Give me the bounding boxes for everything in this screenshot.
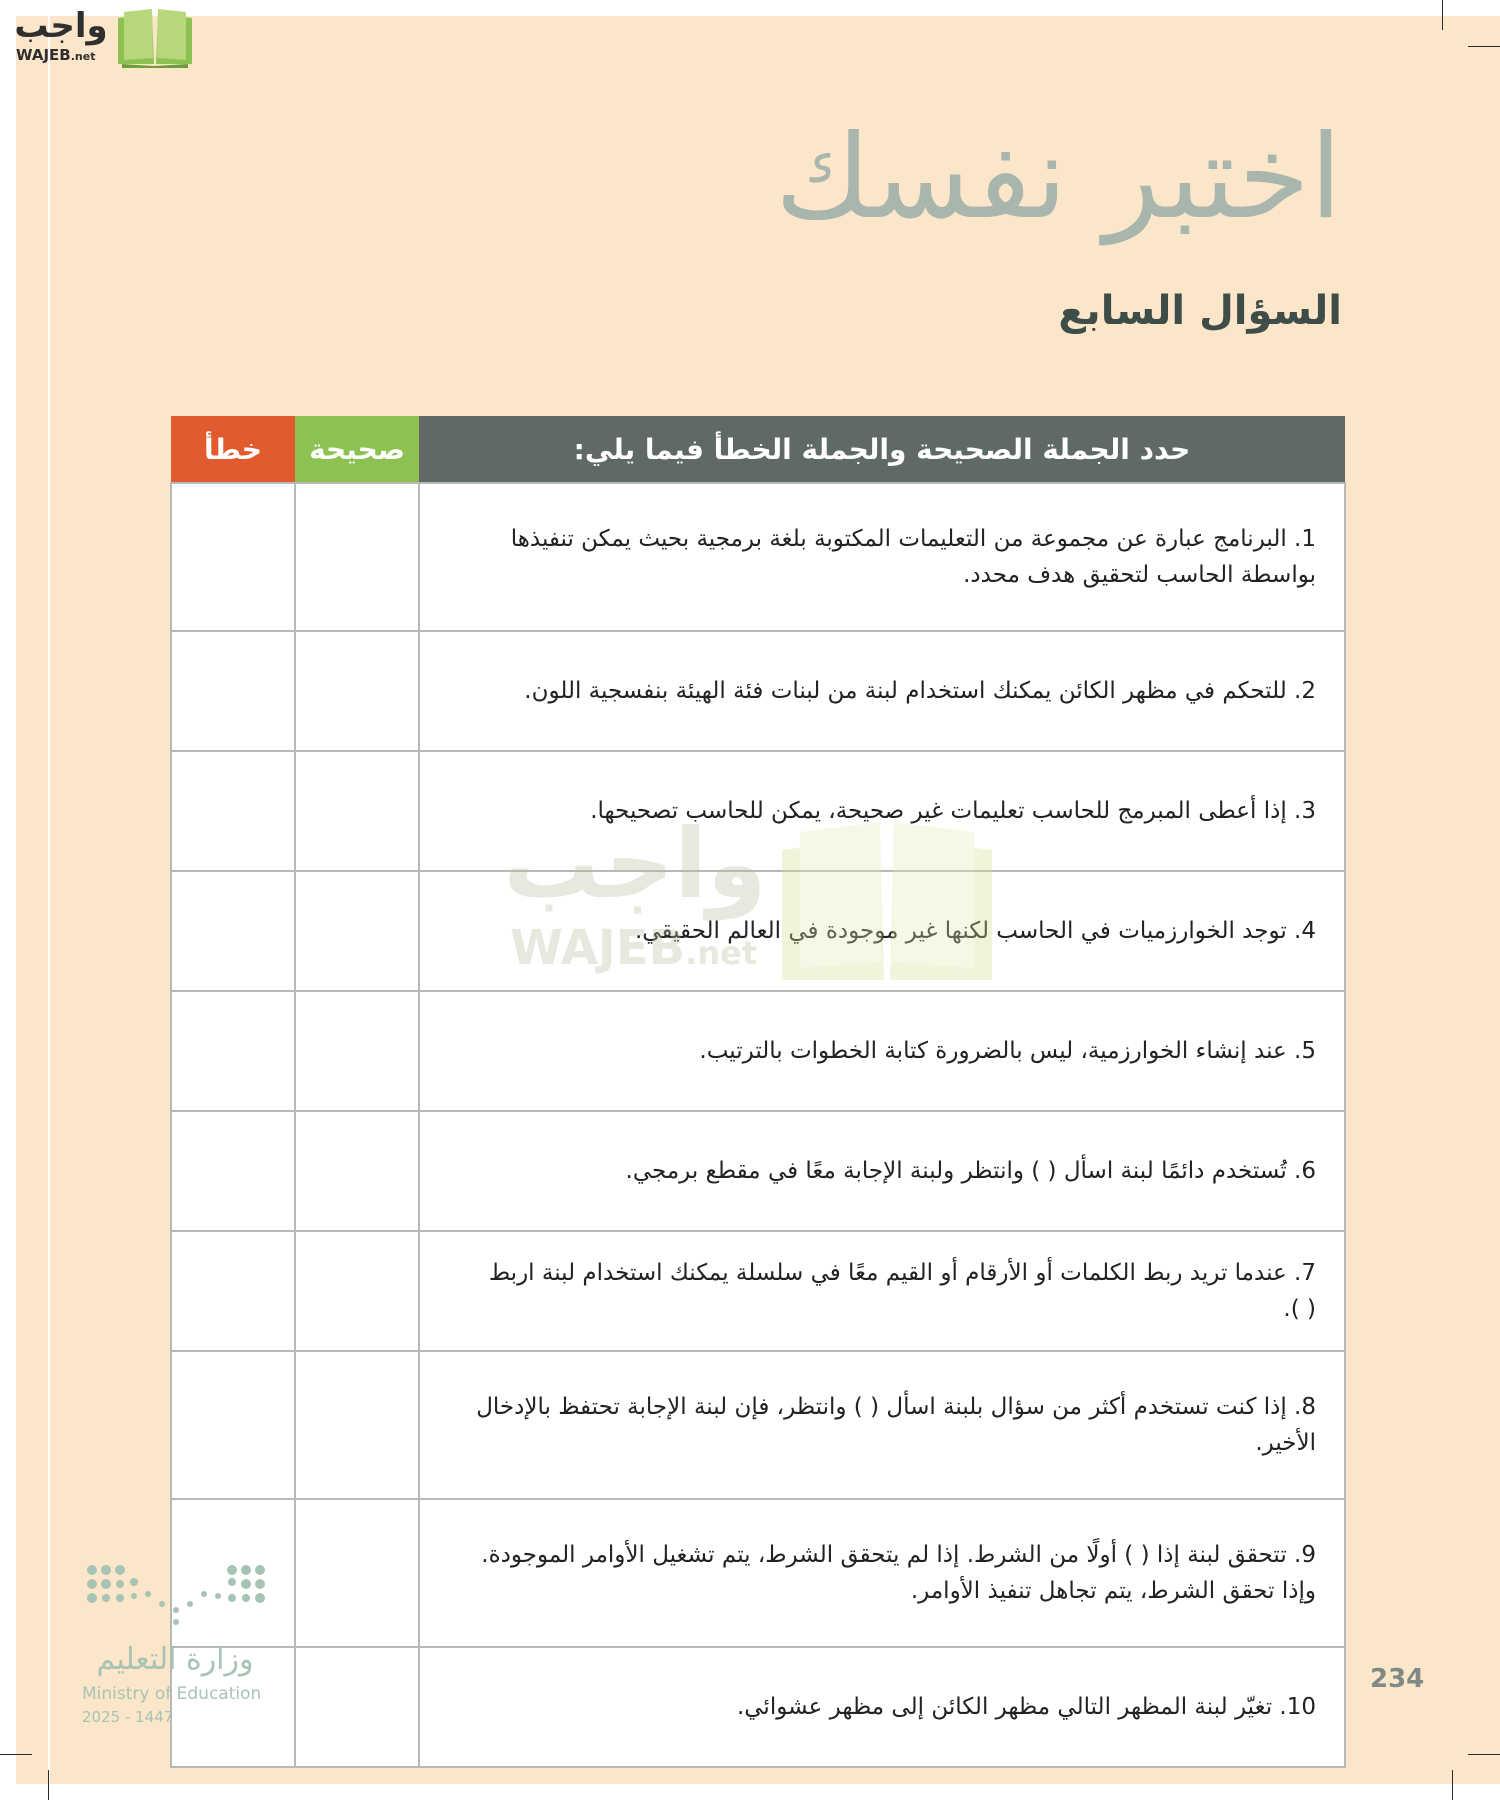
question-heading: السؤال السابع xyxy=(1058,288,1342,334)
crop-mark xyxy=(1452,1770,1453,1800)
answer-false-cell[interactable] xyxy=(171,751,295,871)
ministry-dots-icon xyxy=(82,1560,272,1630)
page-number: 234 xyxy=(1370,1664,1425,1694)
ministry-year: 2025 - 1447 xyxy=(82,1708,174,1726)
ministry-logo xyxy=(78,1560,298,1740)
table-row xyxy=(171,871,1345,991)
crop-mark xyxy=(1468,46,1500,47)
answer-false-cell[interactable] xyxy=(171,483,295,631)
answer-true-cell[interactable] xyxy=(295,1231,419,1351)
wajeb-logo[interactable] xyxy=(10,6,190,68)
ministry-arabic-name: وزارة التعليم xyxy=(96,1642,254,1677)
ministry-english-name: Ministry of Education xyxy=(82,1684,262,1704)
table-row xyxy=(171,991,1345,1111)
true-false-table xyxy=(170,416,1346,1768)
table-row xyxy=(171,1499,1345,1647)
table-row xyxy=(171,1647,1345,1767)
answer-true-cell[interactable] xyxy=(295,991,419,1111)
statement-text: 6. تُستخدم دائمًا لبنة اسأل ( ) وانتظر ولبنة الإجابة معًا في مقطع برمجي. xyxy=(419,1111,1345,1231)
page-title: اختبر نفسك xyxy=(774,110,1342,245)
answer-true-cell[interactable] xyxy=(295,483,419,631)
statement-text: 7. عندما تريد ربط الكلمات أو الأرقام أو القيم معًا في سلسلة يمكنك استخدام لبنة اربط ( ). xyxy=(419,1231,1345,1351)
statement-text: 9. تتحقق لبنة إذا ( ) أولًا من الشرط. إذا لم يتحقق الشرط، يتم تشغيل الأوامر الموجودة. وإذا تحقق الشرط، يتم تجاهل تنفيذ الأوامر. xyxy=(419,1499,1345,1647)
answer-false-cell[interactable] xyxy=(171,1111,295,1231)
table-row xyxy=(171,631,1345,751)
answer-true-cell[interactable] xyxy=(295,1111,419,1231)
statement-text: 8. إذا كنت تستخدم أكثر من سؤال بلبنة اسأل ( ) وانتظر، فإن لبنة الإجابة تحتفظ بالإدخال الأخير. xyxy=(419,1351,1345,1499)
table-row xyxy=(171,1231,1345,1351)
statement-text: 2. للتحكم في مظهر الكائن يمكنك استخدام لبنة من لبنات فئة الهيئة بنفسجية اللون. xyxy=(419,631,1345,751)
answer-true-cell[interactable] xyxy=(295,871,419,991)
book-icon xyxy=(114,8,196,68)
answer-false-cell[interactable] xyxy=(171,1351,295,1499)
statement-text: 4. توجد الخوارزميات في الحاسب لكنها غير موجودة في العالم الحقيقي. xyxy=(419,871,1345,991)
header-statement: حدد الجملة الصحيحة والجملة الخطأ فيما يلي: xyxy=(419,416,1345,483)
answer-false-cell[interactable] xyxy=(171,631,295,751)
statement-text: 10. تغيّر لبنة المظهر التالي مظهر الكائن إلى مظهر عشوائي. xyxy=(419,1647,1345,1767)
statement-text: 3. إذا أعطى المبرمج للحاسب تعليمات غير صحيحة، يمكن للحاسب تصحيحها. xyxy=(419,751,1345,871)
header-false: خطأ xyxy=(171,416,295,483)
statement-text: 1. البرنامج عبارة عن مجموعة من التعليمات المكتوبة بلغة برمجية بحيث يمكن تنفيذها بواسطة الحاسب لتحقيق هدف محدد. xyxy=(419,483,1345,631)
crop-mark xyxy=(1442,0,1443,30)
statement-text: 5. عند إنشاء الخوارزمية، ليس بالضرورة كتابة الخطوات بالترتيب. xyxy=(419,991,1345,1111)
table-header-row xyxy=(171,416,1345,483)
crop-mark xyxy=(48,1770,49,1800)
answer-true-cell[interactable] xyxy=(295,1647,419,1767)
answer-true-cell[interactable] xyxy=(295,751,419,871)
logo-arabic-text: واجب xyxy=(14,6,108,46)
answer-true-cell[interactable] xyxy=(295,1351,419,1499)
header-true: صحيحة xyxy=(295,416,419,483)
answer-false-cell[interactable] xyxy=(171,1231,295,1351)
answer-true-cell[interactable] xyxy=(295,631,419,751)
crop-mark xyxy=(0,1754,32,1755)
answer-false-cell[interactable] xyxy=(171,991,295,1111)
logo-latin-text: WAJEB.net xyxy=(16,46,96,64)
watermark-latin-text: WAJEB.net xyxy=(510,920,758,976)
table-row xyxy=(171,1351,1345,1499)
page-margin-line xyxy=(48,16,50,1784)
table-row xyxy=(171,751,1345,871)
answer-false-cell[interactable] xyxy=(171,871,295,991)
watermark-arabic-text: واجب xyxy=(503,808,767,920)
crop-mark xyxy=(1468,1754,1500,1755)
answer-true-cell[interactable] xyxy=(295,1499,419,1647)
table-row xyxy=(171,483,1345,631)
table-row xyxy=(171,1111,1345,1231)
